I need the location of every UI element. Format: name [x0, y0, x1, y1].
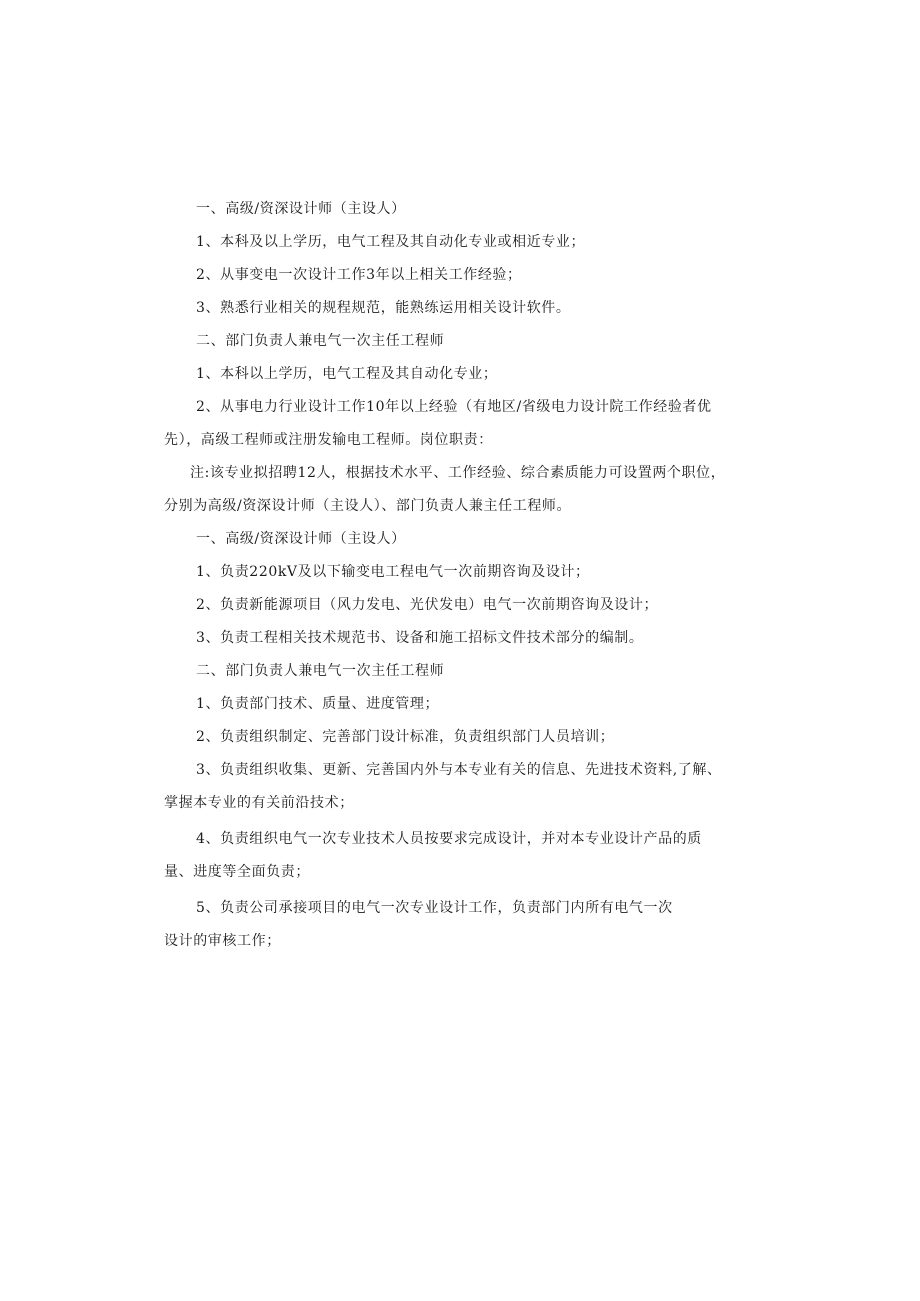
duty-item: 4、负责组织电气一次专业技术人员按要求完成设计，并对本专业设计产品的质 — [196, 831, 702, 847]
note-paragraph-continued: 分别为高级/资深设计师（主设人）、部门负责人兼主任工程师。 — [164, 498, 572, 514]
duty-item: 2、负责新能源项目（风力发电、光伏发电）电气一次前期咨询及设计； — [196, 597, 659, 613]
duty-item: 1、负责220kV及以下输变电工程电气一次前期咨询及设计； — [196, 564, 590, 580]
requirement-item: 3、熟悉行业相关的规程规范，能熟练运用相关设计软件。 — [196, 300, 571, 316]
duty-item: 2、负责组织制定、完善部门设计标准，负责组织部门人员培训； — [196, 729, 615, 745]
requirement-item: 2、从事电力行业设计工作10年以上经验（有地区/省级电力设计院工作经验者优 — [196, 399, 712, 415]
duty-item-continued: 量、进度等全面负责； — [164, 864, 310, 880]
duty-item: 1、负责部门技术、质量、进度管理； — [196, 696, 440, 712]
duty-item: 3、负责组织收集、更新、完善国内外与本专业有关的信息、先进技术资料,了解、 — [196, 762, 722, 778]
requirement-item: 2、从事变电一次设计工作3年以上相关工作经验； — [196, 267, 522, 283]
section-heading: 一、高级/资深设计师（主设人） — [196, 201, 406, 217]
note-paragraph: 注:该专业拟招聘12人，根据技术水平、工作经验、综合素质能力可设置两个职位， — [190, 465, 726, 481]
duty-item: 3、负责工程相关技术规范书、设备和施工招标文件技术部分的编制。 — [196, 630, 644, 646]
duty-item-continued: 掌握本专业的有关前沿技术； — [164, 795, 354, 811]
section-heading: 二、部门负责人兼电气一次主任工程师 — [196, 333, 445, 349]
duty-item-continued: 设计的审核工作； — [164, 933, 281, 949]
requirement-item: 1、本科以上学历，电气工程及其自动化专业； — [196, 366, 498, 382]
requirement-item: 1、本科及以上学历，电气工程及其自动化专业或相近专业； — [196, 234, 586, 250]
requirement-item-continued: 先），高级工程师或注册发输电工程师。岗位职责： — [164, 432, 493, 448]
section-heading: 一、高级/资深设计师（主设人） — [196, 531, 406, 547]
document-body — [164, 196, 764, 961]
section-heading: 二、部门负责人兼电气一次主任工程师 — [196, 663, 445, 679]
duty-item: 5、负责公司承接项目的电气一次专业设计工作，负责部门内所有电气一次 — [196, 900, 673, 916]
